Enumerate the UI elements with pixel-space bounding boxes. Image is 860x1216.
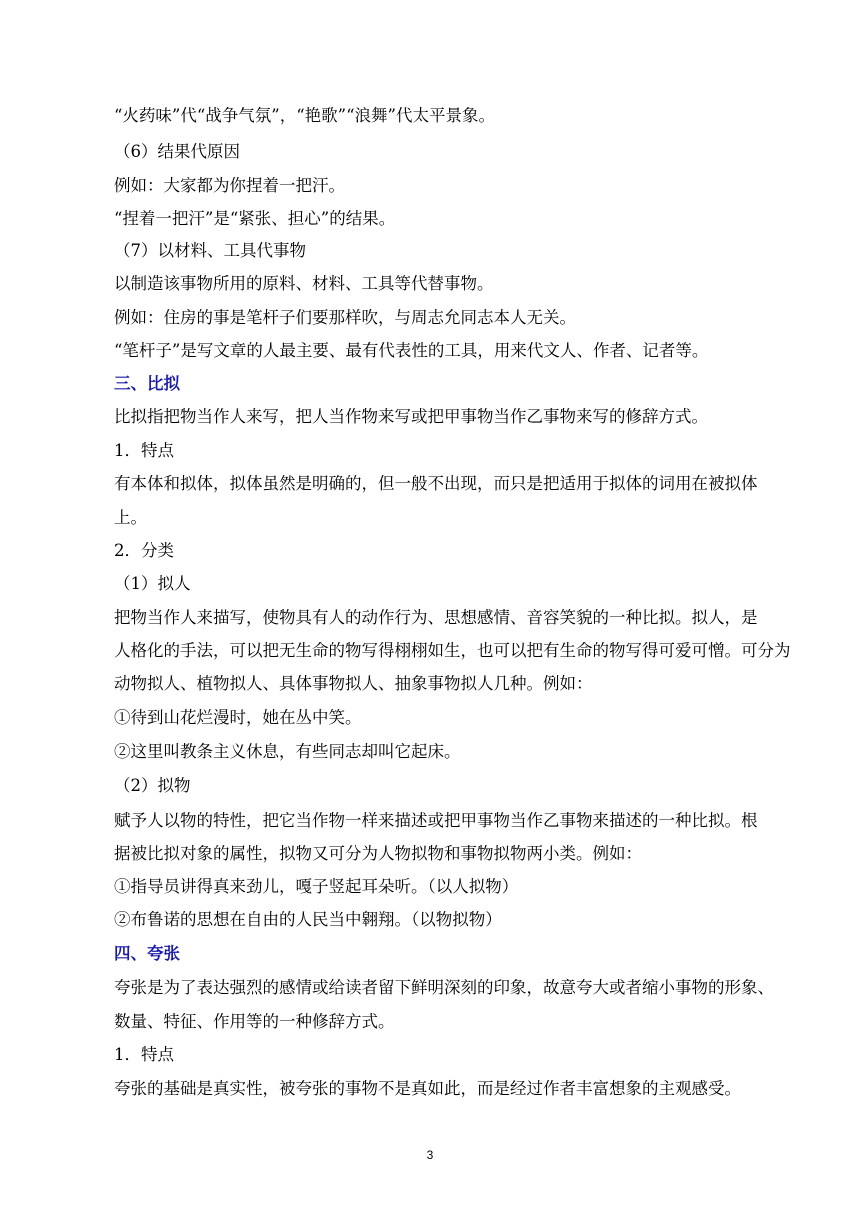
paragraph-line: 上。 — [114, 508, 147, 527]
page-number: 3 — [426, 1148, 434, 1162]
paragraph-line: （7）以材料、工具代事物 — [114, 241, 306, 260]
paragraph-line: 以制造该事物所用的原料、材料、工具等代替事物。 — [114, 274, 494, 293]
paragraph-line: “笔杆子”是写文章的人最主要、最有代表性的工具，用来代文人、作者、记者等。 — [114, 341, 709, 360]
paragraph-line: “捏着一把汗”是“紧张、担心”的结果。 — [114, 209, 396, 228]
paragraph-line: 据被比拟对象的属性，拟物又可分为人物拟物和事物拟物两小类。例如： — [114, 844, 642, 863]
paragraph-line: （6）结果代原因 — [114, 142, 240, 161]
paragraph-line: 例如：大家都为你捏着一把汗。 — [114, 176, 345, 195]
paragraph-line: 把物当作人来描写，使物具有人的动作行为、思想感情、音容笑貌的一种比拟。拟人，是 — [114, 608, 758, 627]
paragraph-line: 比拟指把物当作人来写，把人当作物来写或把甲事物当作乙事物来写的修辞方式。 — [114, 407, 708, 426]
paragraph-line: 夸张是为了表达强烈的感情或给读者留下鲜明深刻的印象，故意夸大或者缩小事物的形象、 — [114, 978, 774, 997]
paragraph-line: 动物拟人、植物拟人、具体事物拟人、抽象事物拟人几种。例如： — [114, 674, 593, 693]
paragraph-line: 1．特点 — [114, 441, 174, 460]
section-heading: 三、比拟 — [114, 374, 180, 393]
paragraph-line: 2．分类 — [114, 541, 174, 560]
paragraph-line: 人格化的手法，可以把无生命的物写得栩栩如生，也可以把有生命的物写得可爱可憎。可分为 — [114, 641, 791, 660]
paragraph-line: 有本体和拟体，拟体虽然是明确的，但一般不出现，而只是把适用于拟体的词用在被拟体 — [114, 474, 758, 493]
paragraph-line: 1．特点 — [114, 1045, 174, 1064]
paragraph-line: ①待到山花烂漫时，她在丛中笑。 — [114, 708, 362, 727]
paragraph-line: （2）拟物 — [114, 776, 191, 795]
paragraph-line: 赋予人以物的特性，把它当作物一样来描述或把甲事物当作乙事物来描述的一种比拟。根 — [114, 811, 758, 830]
paragraph-line: ②这里叫教条主义休息，有些同志却叫它起床。 — [114, 742, 461, 761]
paragraph-line: 数量、特征、作用等的一种修辞方式。 — [114, 1012, 395, 1031]
paragraph-line: ①指导员讲得真来劲儿，嘎子竖起耳朵听。（以人拟物） — [114, 877, 519, 896]
section-heading: 四、夸张 — [114, 944, 180, 963]
paragraph-line: 例如：住房的事是笔杆子们要那样吹，与周志允同志本人无关。 — [114, 308, 576, 327]
paragraph-line: 夸张的基础是真实性，被夸张的事物不是真如此，而是经过作者丰富想象的主观感受。 — [114, 1079, 741, 1098]
paragraph-line: （1）拟人 — [114, 574, 191, 593]
paragraph-line: ②布鲁诺的思想在自由的人民当中翱翔。（以物拟物） — [114, 910, 502, 929]
paragraph-line: “火药味”代“战争气氛”，“艳歌”“浪舞”代太平景象。 — [114, 106, 495, 125]
